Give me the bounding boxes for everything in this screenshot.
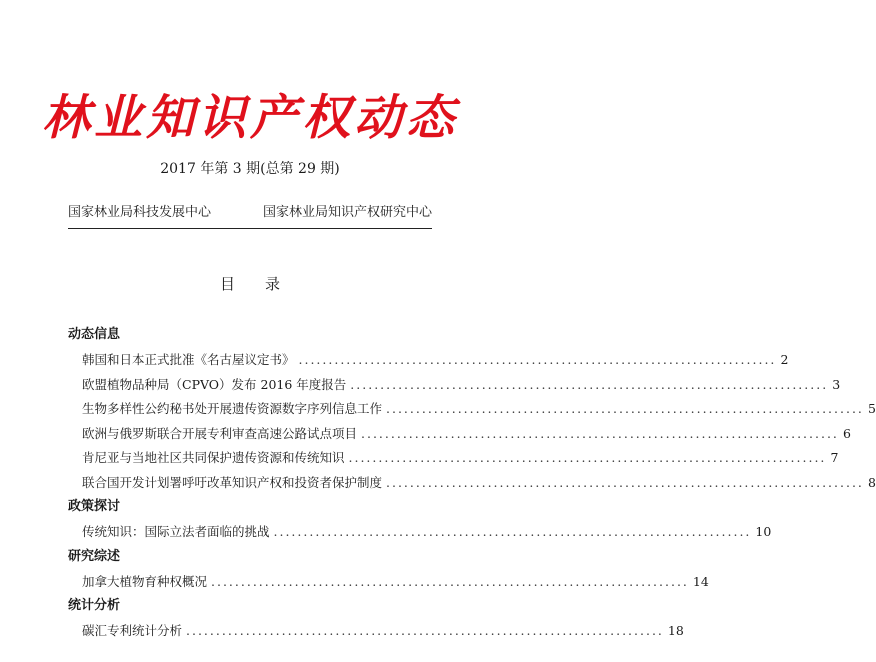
table-of-contents	[68, 326, 876, 647]
toc-title: 目录	[219, 275, 310, 293]
entry-title: 韩国和日本正式批准《名古屋议定书》	[82, 352, 295, 367]
section-title: 研究综述	[68, 548, 121, 564]
toc-entry[interactable]	[68, 474, 876, 492]
entry-title: 欧洲与俄罗斯联合开展专利审查高速公路试点项目	[82, 425, 358, 441]
entry-page: 3	[832, 376, 841, 392]
toc-entry[interactable]	[68, 351, 789, 369]
header-divider	[68, 228, 432, 229]
entry-page: 7	[830, 450, 839, 465]
entry-page: 8	[867, 474, 876, 490]
entry-title: 联合国开发计划署呼吁改革知识产权和投资者保护制度	[82, 474, 383, 490]
entry-page: 18	[667, 623, 684, 638]
entry-title: 肯尼亚与当地社区共同保护遗传资源和传统知识	[82, 450, 345, 465]
dot-leader: ................................................................................	[273, 524, 752, 539]
entry-title: 传统知识：国际立法者面临的挑战	[82, 524, 270, 539]
section-title: 统计分析	[68, 598, 121, 613]
publisher-right: 国家林业局知识产权研究中心	[262, 205, 432, 220]
toc-entry[interactable]	[68, 376, 841, 394]
issue-number: 2017 年第 3 期(总第 29 期)	[160, 161, 340, 177]
dot-leader: ................................................................................	[386, 401, 864, 416]
dot-leader: ................................................................................	[298, 352, 777, 367]
toc-entry[interactable]	[68, 622, 684, 640]
toc-section	[68, 548, 709, 591]
entry-page: 2	[780, 352, 789, 367]
toc-section	[68, 498, 772, 541]
entry-page: 10	[755, 524, 772, 539]
toc-entry[interactable]	[68, 425, 851, 443]
dot-leader: ................................................................................	[348, 450, 827, 465]
toc-entry[interactable]	[68, 449, 839, 467]
toc-entry[interactable]	[68, 400, 876, 418]
entry-title: 生物多样性公约秘书处开展遗传资源数字序列信息工作	[82, 401, 383, 416]
toc-entry[interactable]	[68, 523, 772, 541]
toc-section	[68, 597, 684, 640]
entry-page: 14	[692, 573, 709, 589]
dot-leader: ................................................................................	[350, 376, 829, 392]
section-title: 政策探讨	[68, 499, 121, 514]
toc-section	[68, 326, 876, 492]
toc-entry[interactable]	[68, 573, 709, 591]
publisher-left: 国家林业局科技发展中心	[68, 205, 212, 220]
entry-page: 6	[842, 425, 851, 441]
dot-leader: ................................................................................	[386, 474, 864, 490]
dot-leader: ................................................................................	[211, 573, 689, 589]
dot-leader: ................................................................................	[361, 425, 839, 441]
section-title: 动态信息	[68, 327, 121, 342]
masthead-title: 林业知识产权动态	[41, 90, 458, 146]
dot-leader: ................................................................................	[186, 623, 664, 638]
entry-title: 碳汇专利统计分析	[82, 623, 183, 638]
entry-page: 5	[867, 401, 876, 416]
entry-title: 欧盟植物品种局（CPVO）发布 2016 年度报告	[82, 376, 347, 392]
entry-title: 加拿大植物育种权概况	[82, 573, 208, 589]
